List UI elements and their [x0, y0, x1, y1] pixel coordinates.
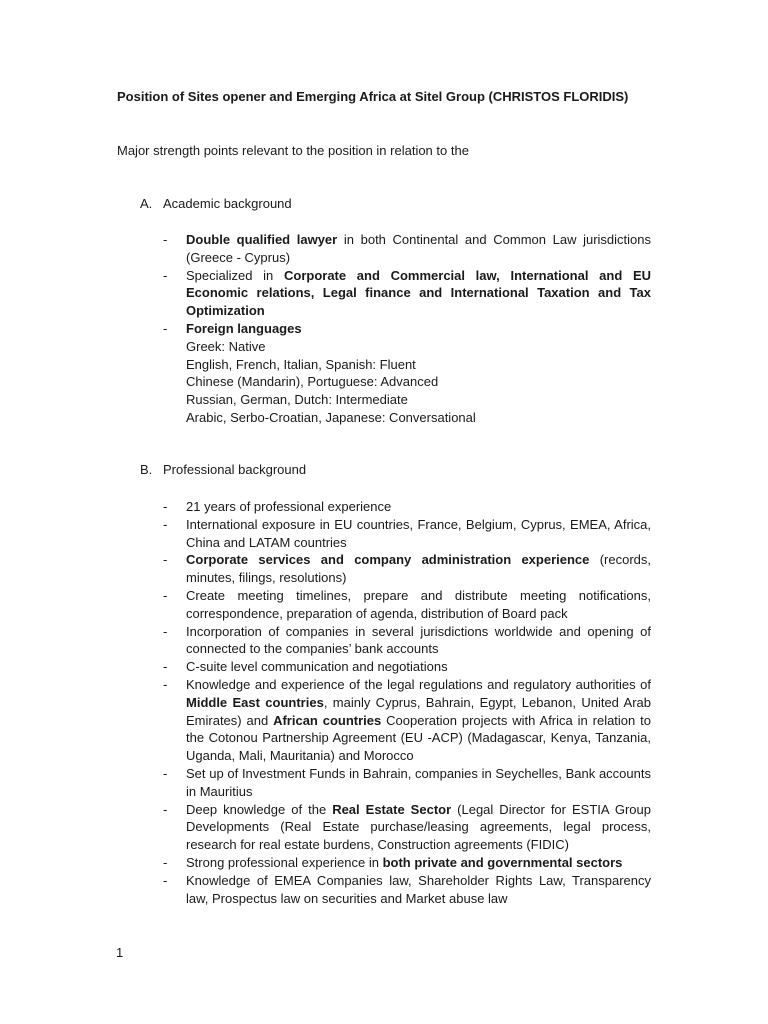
list-item: - Corporate services and company administration experience (records, minutes, filings, resolutions)	[163, 552, 651, 586]
list-item: - 21 years of professional experience	[163, 499, 392, 514]
list-item: - Double qualified lawyer in both Continental and Common Law jurisdictions (Greece - Cyprus)	[163, 232, 651, 265]
document-title: Position of Sites opener and Emerging Africa at Sitel Group (CHRISTOS FLORIDIS)	[117, 89, 629, 104]
list-item: - Create meeting timelines, prepare and distribute meeting notifications, correspondence, preparation of agenda, distribution of Board pack	[163, 587, 651, 621]
list-item: - Incorporation of companies in several jurisdictions worldwide and opening of connected to the companies’ bank accounts	[163, 623, 651, 657]
list-item: - Knowledge and experience of the legal regulations and regulatory authorities of Middle East countries, mainly Cyprus, Bahrain, Egypt, Lebanon, United Arab Emirates) and African countries Cooperation projects with Africa in relation to the Cotonou Partnership Agreement (EU -ACP) (Madagascar, Kenya, Tanzania, Uganda, Mali, Mauritania) and Morocco	[163, 676, 651, 764]
list-item: - Specialized in Corporate and Commercial law, International and EU Economic relations, Legal finance and International Taxation and Tax Optimization	[163, 267, 651, 319]
section-b-heading	[140, 462, 306, 477]
list-item: - C-suite level communication and negotiations	[163, 659, 448, 675]
list-item: - Set up of Investment Funds in Bahrain, companies in Seychelles, Bank accounts in Mauritius	[163, 765, 651, 799]
list-item: - Deep knowledge of the Real Estate Sector (Legal Director for ESTIA Group Developments (Real Estate purchase/leasing agreements, legal process, research for real estate burdens, Construction agreements (FIDIC)	[163, 801, 651, 853]
list-item: - Strong professional experience in both private and governmental sectors	[163, 854, 623, 870]
list-item: - Foreign languages Greek: Native English, French, Italian, Spanish: Fluent Chinese (Mandarin), Portuguese: Advanced Russian, German, Dutch: Intermediate Arabic, Serbo-Croatian, Japanese: Conversational	[163, 320, 651, 427]
language-line: Arabic, Serbo-Croatian, Japanese: Conversational	[186, 409, 476, 425]
intro-paragraph: Major strength points relevant to the position in relation to the	[117, 143, 469, 158]
section-title: Academic background	[163, 196, 292, 211]
academic-list	[163, 231, 651, 427]
language-line: Chinese (Mandarin), Portuguese: Advanced	[186, 374, 439, 390]
professional-list	[163, 498, 651, 907]
language-line: Greek: Native	[186, 338, 266, 354]
language-line: English, French, Italian, Spanish: Fluent	[186, 356, 416, 372]
section-letter: A.	[140, 196, 153, 211]
section-title: Professional background	[163, 462, 307, 477]
language-line: Russian, German, Dutch: Intermediate	[186, 392, 408, 408]
section-letter: B.	[140, 462, 153, 477]
list-item: - International exposure in EU countries, France, Belgium, Cyprus, EMEA, Africa, China and LATAM countries	[163, 516, 651, 550]
page-number: 1	[116, 945, 124, 960]
section-a-heading	[140, 196, 292, 211]
list-item: - Knowledge of EMEA Companies law, Shareholder Rights Law, Transparency law, Prospectus law on securities and Market abuse law	[163, 872, 651, 906]
